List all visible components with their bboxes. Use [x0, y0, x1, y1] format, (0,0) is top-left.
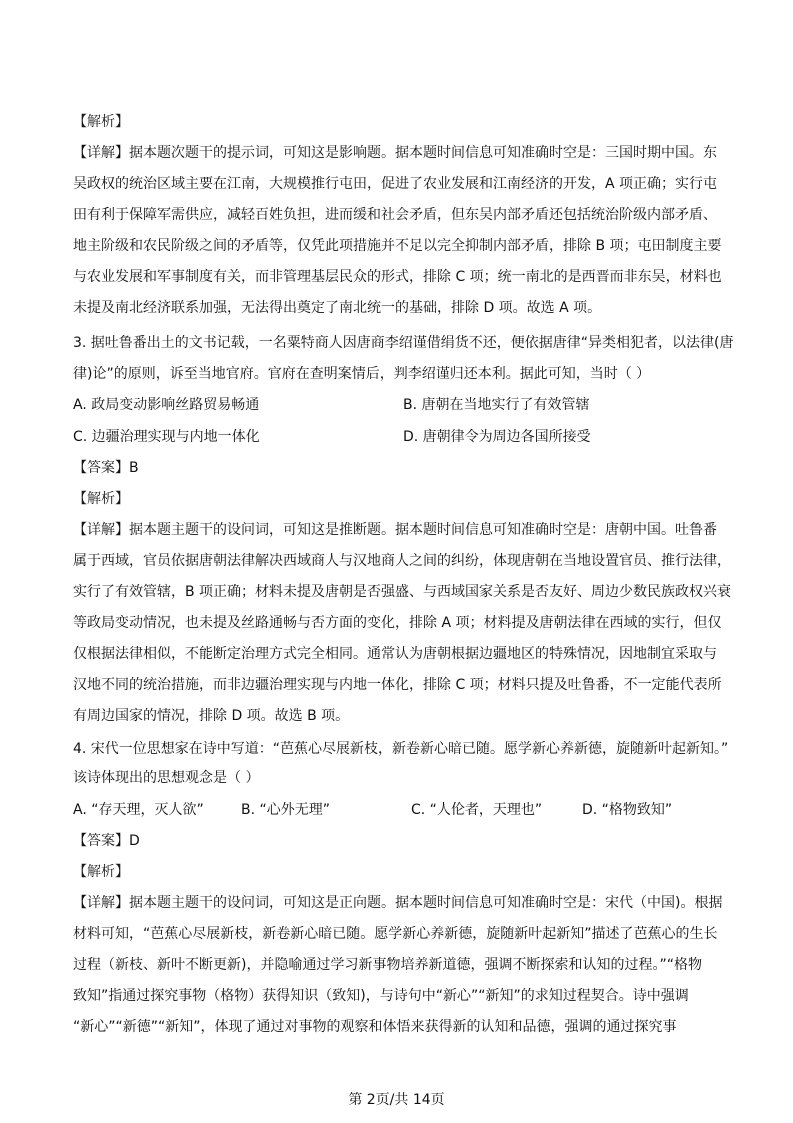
q3-option-a: A. 政局变动影响丝路贸易畅通 — [73, 397, 260, 413]
q2-detail-line-2: 吴政权的统治区域主要在江南，大规模推行屯田，促进了农业发展和江南经济的开发，A 项正确；实行屯 — [73, 176, 718, 192]
q3-option-d: D. 唐朝律令为周边各国所接受 — [403, 429, 591, 445]
q3-detail-line-4: 等政局变动情况，也未提及丝路通畅与否方面的变化，排除 A 项；材料提及唐朝法律在西域的实行，但仅 — [73, 615, 722, 631]
q3-option-b: B. 唐朝在当地实行了有效管辖 — [403, 397, 590, 413]
page-footer: 第 2页/共 14页 — [348, 1092, 445, 1108]
q2-detail-line-6: 未提及南北经济联系加强，无法得出奠定了南北统一的基础，排除 D 项。故选 A 项。 — [73, 300, 602, 316]
q4-detail-line-2: 材料可知，“芭蕉心尽展新枝，新卷新心暗已随。愿学新心养新德，旋随新叶起新知”描述了芭蕉心的生长 — [73, 926, 718, 942]
q3-detail-line-5: 仅根据法律相似，不能断定治理方式完全相同。通常认为唐朝根据边疆地区的特殊情况，因地制宜采取与 — [73, 646, 717, 662]
q4-analysis-tag: 【解析】 — [73, 864, 129, 880]
q3-detail-line-2: 属于西域，官员依据唐朝法律解决西域商人与汉地商人之间的纠纷，体现唐朝在当地设置官员、推行法律， — [73, 553, 731, 569]
q4-detail-line-4: 致知”指通过探究事物（格物）获得知识（致知)，与诗句中“新心”“新知”的求知过程契合。诗中强调 — [73, 988, 689, 1004]
q4-stem-line-1: 4. 宋代一位思想家在诗中写道：“芭蕉心尽展新枝，新卷新心暗已随。愿学新心养新德，旋随新叶起新知。” — [73, 741, 729, 757]
q3-stem-line-1: 3. 据吐鲁番出土的文书记载，一名粟特商人因唐商李绍谨借绢货不还，便依据唐律“异类相犯者，以法律(唐 — [73, 335, 734, 351]
q4-option-b: B. “心外无理” — [241, 802, 331, 818]
q3-option-c: C. 边疆治理实现与内地一体化 — [73, 429, 260, 445]
q4-option-a: A. “存天理，灭人欲” — [73, 802, 204, 818]
q2-detail-line-1: 【详解】据本题次题干的提示词，可知这是影响题。据本题时间信息可知准确时空是：三国时期中国。东 — [73, 145, 717, 161]
q3-detail-line-6: 汉地不同的统治措施，而非边疆治理实现与内地一体化，排除 C 项；材料只提及吐鲁番，不一定能代表所 — [73, 677, 722, 693]
q4-detail-line-3: 过程（新枝、新叶不断更新)，并隐喻通过学习新事物培养新道德，强调不断探索和认知的过程。”“格物 — [73, 957, 702, 973]
q2-detail-line-3: 田有利于保障军需供应，减轻百姓负担，进而缓和社会矛盾，但东吴内部矛盾还包括统治阶级内部矛盾、 — [73, 207, 717, 223]
q4-option-c: C. “人伦者，天理也” — [411, 802, 543, 818]
q4-stem-line-2: 该诗体现出的思想观念是（ ） — [73, 770, 260, 786]
q4-option-d: D. “格物致知” — [582, 802, 673, 818]
q2-analysis-tag: 【解析】 — [73, 114, 129, 130]
q4-detail-line-1: 【详解】据本题主题干的设问词，可知这是正向题。据本题时间信息可知准确时空是：宋代（中国)。根据 — [73, 895, 723, 911]
q3-detail-line-7: 有周边国家的情况，排除 D 项。故选 B 项。 — [73, 708, 350, 724]
q3-answer: 【答案】B — [73, 460, 139, 476]
q3-analysis-tag: 【解析】 — [73, 491, 129, 507]
q4-answer: 【答案】D — [73, 833, 140, 849]
q2-detail-line-4: 地主阶级和农民阶级之间的矛盾等，仅凭此项措施并不足以完全抑制内部矛盾，排除 B 项；屯田制度主要 — [73, 238, 722, 254]
q3-detail-line-1: 【详解】据本题主题干的设问词，可知这是推断题。据本题时间信息可知准确时空是：唐朝中国。吐鲁番 — [73, 522, 717, 538]
q4-detail-line-5: “新心”“新德”“新知”，体现了通过对事物的观察和体悟来获得新的认知和品德，强调的通过探究事 — [73, 1019, 677, 1035]
q3-detail-line-3: 实行了有效管辖，B 项正确；材料未提及唐朝是否强盛、与西域国家关系是否友好、周边少数民族政权兴衰 — [73, 584, 732, 600]
q3-stem-line-2: 律)论”的原则，诉至当地官府。官府在查明案情后，判李绍谨归还本利。据此可知，当时（ ） — [73, 366, 651, 382]
q2-detail-line-5: 与农业发展和军事制度有关，而非管理基层民众的形式，排除 C 项；统一南北的是西晋而非东吴，材料也 — [73, 269, 722, 285]
